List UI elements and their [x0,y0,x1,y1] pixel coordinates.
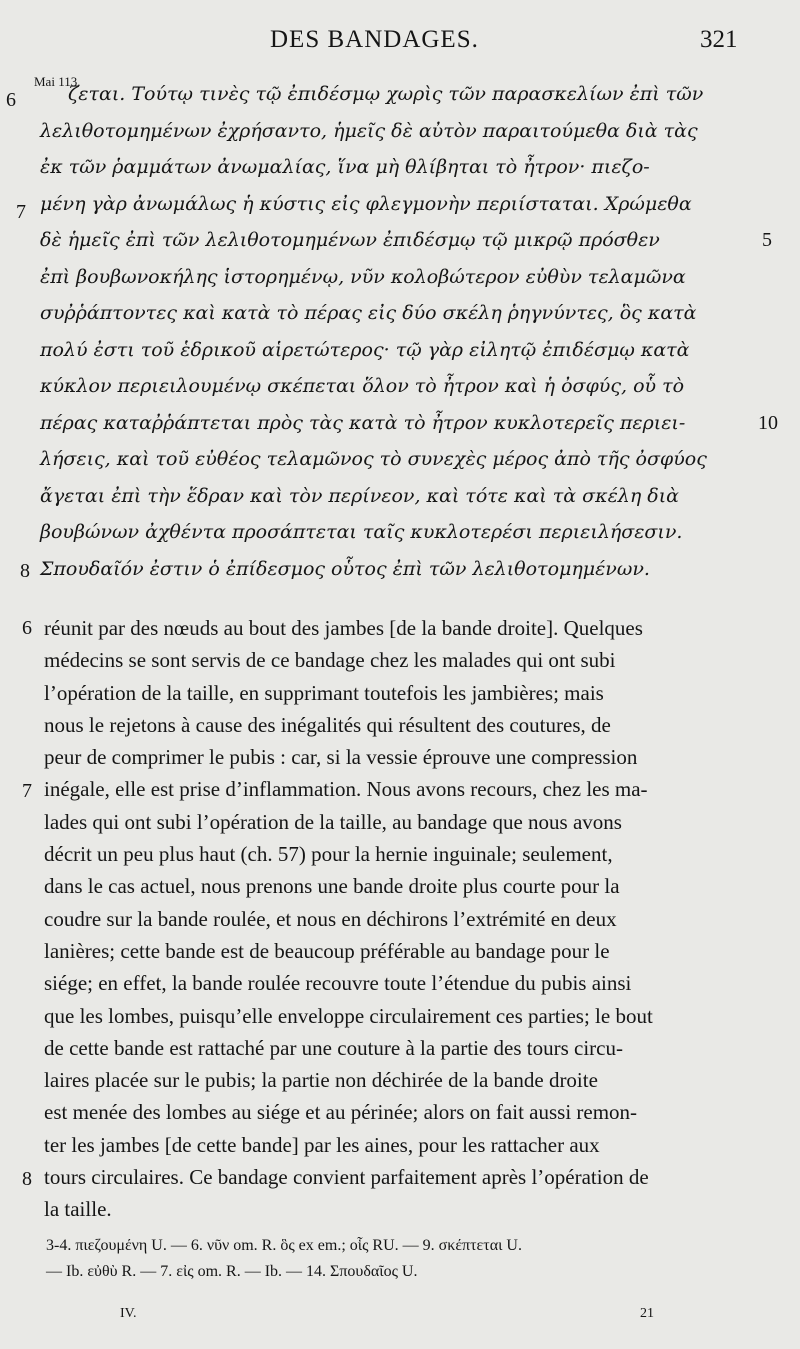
greek-line-text: ζεται. Τούτῳ τινὲς τῷ ἐπιδέσμῳ χωρὶς τῶν παρασκελίων ἐπὶ τῶν [68,83,704,105]
french-line-text: inégale, elle est prise d’inflammation. Nous avons recours, chez les ma- [44,777,648,802]
greek-line-text: δὲ ἡμεῖς ἐπὶ τῶν λελιθοτομημένων ἐπιδέσμῳ τῷ μικρῷ πρόσθεν [40,229,660,251]
french-line [44,1000,756,1032]
greek-line-text: πέρας καταῤῥάπτεται πρὸς τὰς κατὰ τὸ ἦτρον κυκλοτερεῖς περιει- [40,411,686,434]
french-line [22,612,756,644]
french-line [44,1129,756,1161]
greek-line-text: ἄγεται ἐπὶ τὴν ἕδραν καὶ τὸν περίνεον, καὶ τότε καὶ τὰ σκέλη διὰ [40,484,679,507]
greek-line [36,222,772,259]
sheet-signature: 21 [640,1306,654,1321]
critical-apparatus [46,1233,776,1285]
section-marker: 6 [6,89,16,111]
french-line-text: tours circulaires. Ce bandage convient parfaitement après l’opération de [44,1165,649,1190]
section-marker: 6 [22,617,32,639]
section-marker: 7 [16,200,26,223]
greek-line [36,259,756,296]
french-line [44,967,756,999]
french-line-text: de cette bande est rattaché par une couture à la partie des tours circu- [44,1035,623,1060]
greek-line [36,149,756,186]
running-header [0,26,800,60]
greek-line-text: κύκλον περιειλουμένῳ σκέπεται ὅλον τὸ ἦτρον καὶ ἡ ὀσφύς, οὗ τὸ [40,375,685,397]
french-line-text: décrit un peu plus haut (ch. 57) pour la hernie inguinale; seulement, [44,842,613,867]
greek-line [36,113,756,150]
french-line-text: l’opération de la taille, en supprimant toutefois les jambières; mais [44,680,604,705]
french-line-text: médecins se sont servis de ce bandage chez les malades qui ont subi [44,648,616,673]
greek-line-text: βουβώνων ἀχθέντα προσάπτεται ταῖς κυκλοτερέσι περιειλήσεσιν. [40,521,683,543]
french-line [44,806,756,838]
french-line [44,1193,756,1225]
french-line-text: coudre sur la bande roulée, et nous en déchirons l’extrémité en deux [44,906,617,931]
french-line [22,1161,756,1193]
french-line-text: dans le cas actuel, nous prenons une bande droite plus courte pour la [44,874,620,899]
french-line-text: nous le rejetons à cause des inégalités qui résultent des coutures, de [44,712,611,737]
greek-line-text: μένη γὰρ ἀνωμάλως ἡ κύστις εἰς φλεγμονὴν περιίσταται. Χρώμεθα [40,192,692,215]
french-line [44,1032,756,1064]
greek-line [36,441,756,478]
greek-line-text: ἐπὶ βουβωνοκήλης ἱστορημένῳ, νῦν κολοβώτερον εὐθὺν τελαμῶνα [40,265,686,288]
greek-line [6,76,756,113]
greek-line [36,405,778,442]
french-line [44,935,756,967]
french-line-text: est menée des lombes au siége et au périnée; alors on fait aussi remon- [44,1100,638,1125]
apparatus-line: 3-4. πιεζουμένη U. — 6. νῦν om. R. ὃς ex em.; οἷς RU. — 9. σκέπτεται U. [46,1237,522,1254]
section-marker: 8 [22,1168,32,1191]
french-line [44,1096,756,1128]
greek-line-text: συῤῥάπτοντες καὶ κατὰ τὸ πέρας εἰς δύο σκέλη ῥηγνύντες, ὃς κατὰ [40,302,697,324]
line-number: 10 [758,411,778,434]
french-line-text: réunit par des nœuds au bout des jambes [de la bande droite]. Quelques [44,616,643,640]
page-number: 321 [700,26,738,53]
greek-line-text: λήσεις, καὶ τοῦ εὐθέος τελαμῶνος τὸ συνεχὲς μέρος ἀπὸ τῆς ὀσφύος [40,448,707,470]
side-note: Mai 113. [34,74,81,89]
french-line-text: laires placée sur le pubis; la partie non déchirée de la bande droite [44,1068,598,1093]
greek-line-text: Σπουδαῖόν ἐστιν ὁ ἐπίδεσμος οὗτος ἐπὶ τῶν λελιθοτομημένων. [40,557,650,580]
french-line-text: lades qui ont subi l’opération de la taille, au bandage que nous avons [44,809,622,834]
apparatus-line: — Ib. εὐθὺ R. — 7. εἰς om. R. — Ib. — 14. Σπουδαῖος U. [46,1263,418,1280]
line-number: 5 [762,229,772,251]
greek-line [36,332,756,369]
french-line [44,870,756,902]
french-line [44,709,756,741]
greek-line-text: ἐκ τῶν ῥαμμάτων ἀνωμαλίας, ἵνα μὴ θλίβηται τὸ ἦτρον· πιεζο- [40,156,650,178]
french-line [44,741,756,773]
volume-signature: IV. [120,1306,137,1321]
french-line [44,838,756,870]
greek-line [36,368,756,405]
french-line [44,644,756,676]
greek-line-text: πολύ ἐστι τοῦ ἑδρικοῦ αἱρετώτερος· τῷ γὰρ εἰλητῷ ἐπιδέσμῳ κατὰ [40,338,690,361]
french-line-text: la taille. [44,1197,112,1222]
running-title: DES BANDAGES. [270,26,479,53]
greek-line [36,295,756,332]
french-line [22,773,756,805]
french-line [44,677,756,709]
french-line [44,903,756,935]
greek-text-block [6,76,778,587]
section-marker: 7 [22,780,32,803]
french-line-text: ter les jambes [de cette bande] par les aines, pour les rattacher aux [44,1132,600,1157]
greek-line-text: λελιθοτομημένων ἐχρήσαντο, ἡμεῖς δὲ αὐτὸν παραιτούμεθα διὰ τὰς [40,119,698,142]
page-footer [0,1306,800,1330]
french-line-text: que les lombes, puisqu’elle enveloppe circulairement ces parties; le bout [44,1003,653,1028]
french-line-text: lanières; cette bande est de beaucoup préférable au bandage pour le [44,938,610,963]
greek-line [36,478,756,515]
greek-line [20,551,756,588]
section-marker: 8 [20,559,30,582]
french-line [44,1064,756,1096]
french-translation-block [22,612,756,1226]
greek-line [16,186,756,223]
greek-line [36,514,756,551]
french-line-text: siége; en effet, la bande roulée recouvre toute l’étendue du pubis ainsi [44,971,632,996]
french-line-text: peur de comprimer le pubis : car, si la vessie éprouve une compression [44,745,638,770]
